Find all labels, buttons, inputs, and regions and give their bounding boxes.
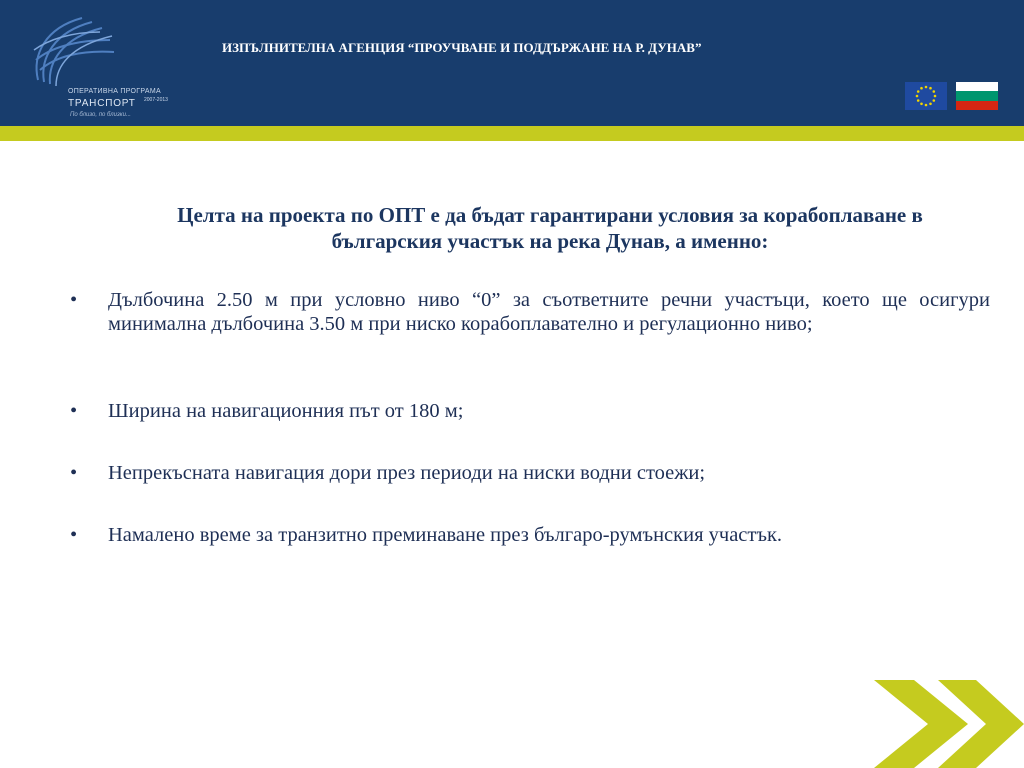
bullet-item	[70, 461, 990, 485]
program-logo-icon	[30, 10, 120, 88]
bullet-text: Намалено време за транзитно преминаване през българо-румънския участък.	[108, 524, 783, 546]
flag-stripe-white	[956, 82, 998, 91]
accent-bar	[0, 126, 1024, 141]
program-logo-years: 2007-2013	[144, 97, 168, 103]
eu-flag-icon	[905, 82, 947, 110]
program-logo-line1: ОПЕРАТИВНА ПРОГРАМА	[68, 88, 161, 95]
program-logo	[30, 10, 190, 118]
slide-heading: Целта на проекта по ОПТ е да бъдат гарантирани условия за корабоплаване в българския участък на река Дунав, а именно:	[177, 203, 923, 253]
bullet-item	[70, 399, 990, 423]
bullet-item	[70, 523, 990, 547]
bullet-text: Непрекъсната навигация дори през периоди на ниски водни стоежи;	[108, 462, 706, 484]
bullet-dot-icon: •	[70, 400, 78, 422]
bullet-text: Дълбочина 2.50 м при условно ниво “0” за съответните речни участъци, което ще осигури минимална дълбочина 3.50 м при ниско корабоплавателно и регулационно ниво;	[108, 289, 990, 335]
bullet-item	[70, 288, 990, 336]
program-logo-slogan: По близо, по близки...	[70, 112, 131, 118]
program-logo-line2: ТРАНСПОРТ	[68, 98, 136, 109]
agency-title: ИЗПЪЛНИТЕЛНА АГЕНЦИЯ “ПРОУЧВАНЕ И ПОДДЪРЖАНЕ НА Р. ДУНАВ”	[222, 40, 702, 55]
bullet-text: Ширина на навигационния път от 180 м;	[108, 400, 464, 422]
bullet-dot-icon: •	[70, 462, 78, 484]
eu-stars-icon	[905, 82, 947, 110]
double-chevron-right-icon	[868, 680, 1024, 768]
header-banner	[0, 0, 1024, 126]
flag-stripe-red	[956, 101, 998, 110]
flag-stripe-green	[956, 91, 998, 100]
bullet-dot-icon: •	[70, 289, 78, 311]
bulgaria-flag-icon	[956, 82, 998, 110]
bullet-dot-icon: •	[70, 524, 78, 546]
